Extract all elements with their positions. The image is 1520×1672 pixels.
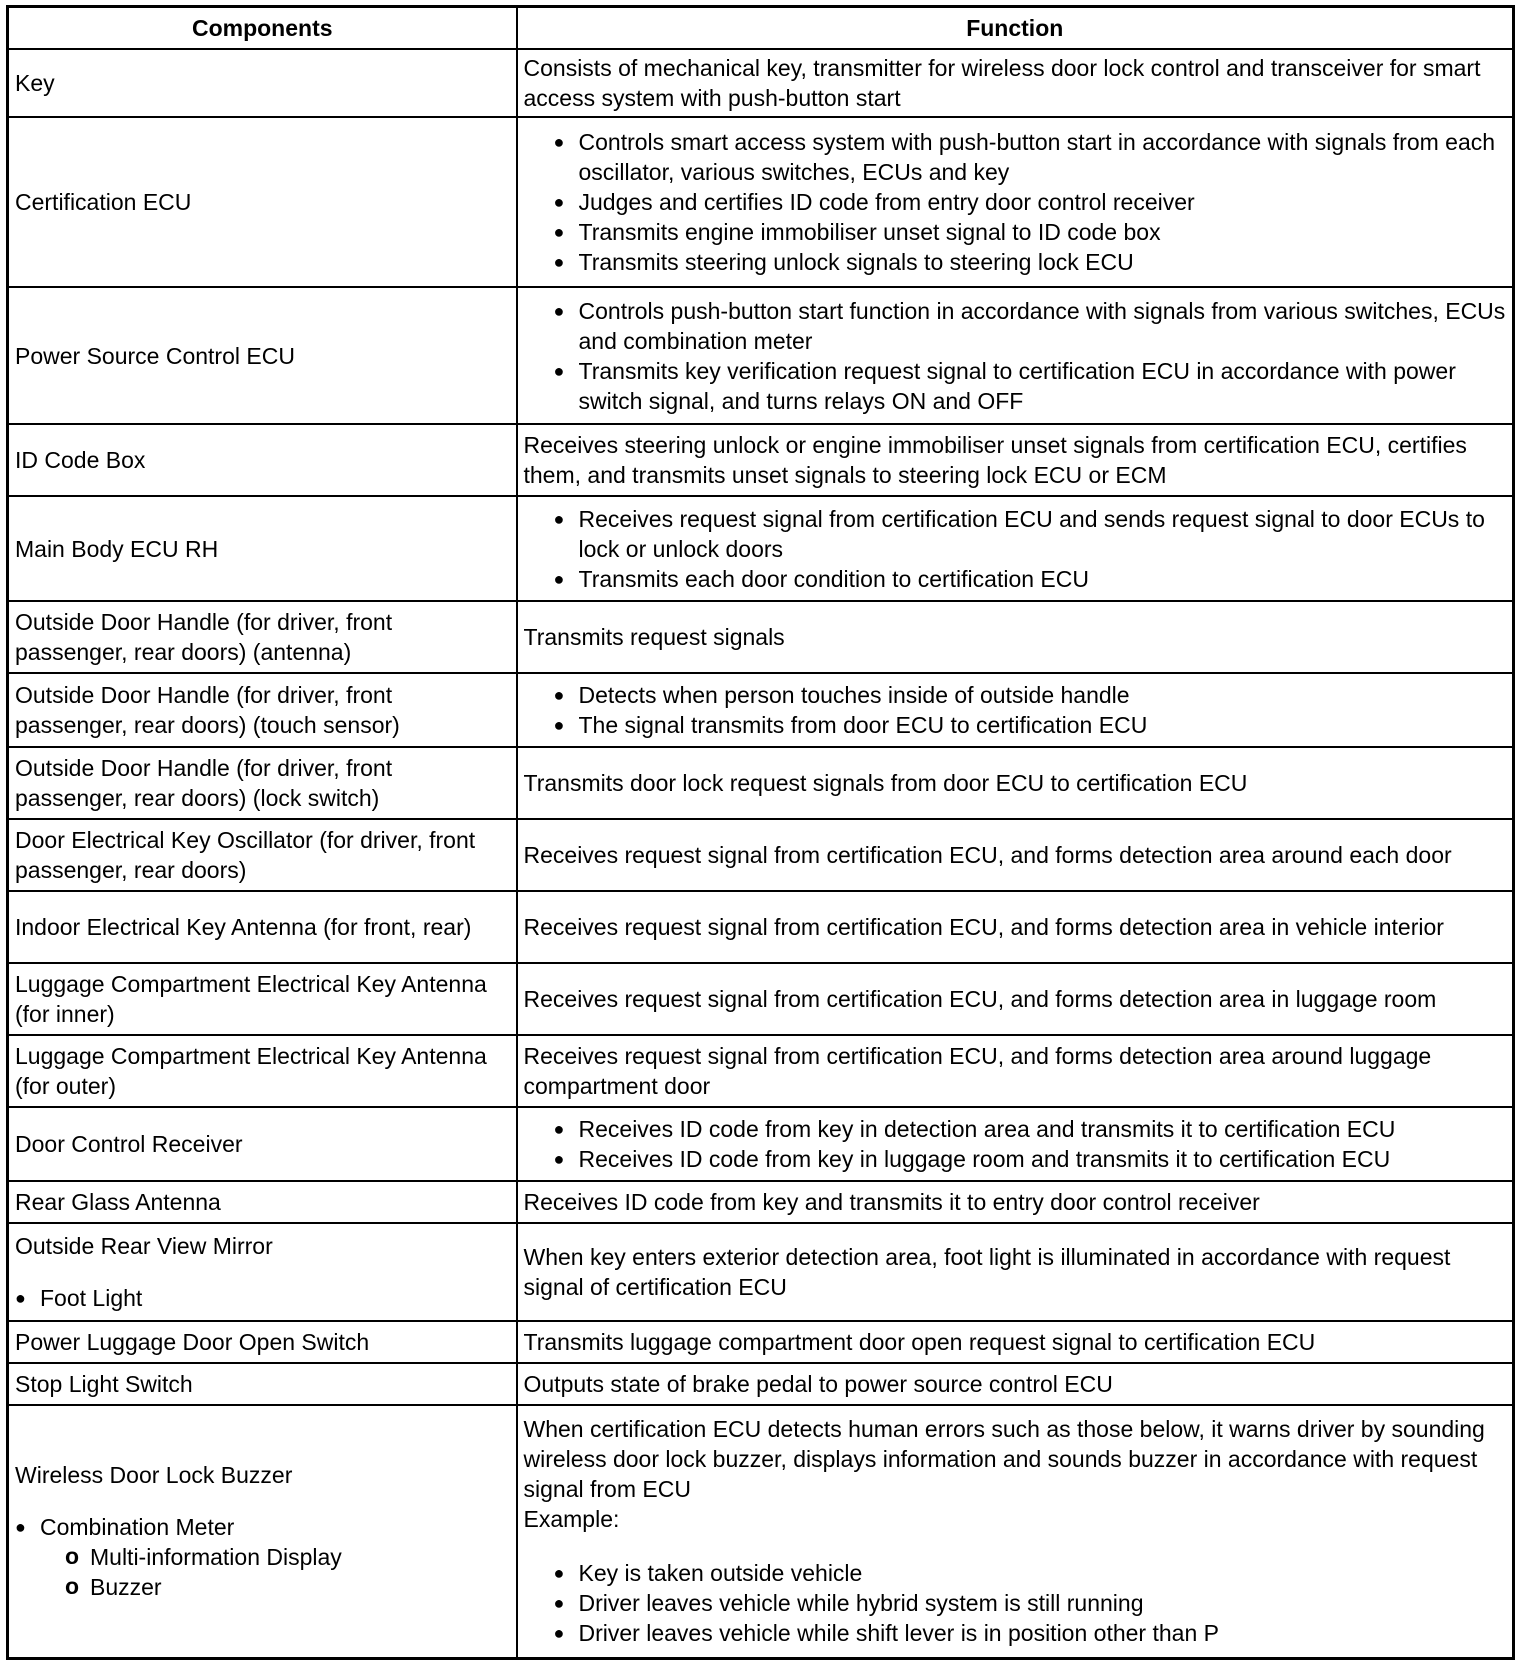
table-row	[8, 891, 1514, 963]
function-cell: Receives steering unlock or engine immobiliser unset signals from certification ECU, certifies them, and transmits unset signals to steering lock ECU or ECM	[517, 424, 1514, 496]
function-cell: Receives request signal from certification ECU, and forms detection area in luggage room	[517, 963, 1514, 1035]
spec-table-wrapper	[6, 5, 1512, 1660]
component-cell: Rear Glass Antenna	[8, 1181, 517, 1223]
component-sub-list	[15, 1512, 510, 1542]
function-cell	[517, 117, 1514, 287]
list-item: ● Transmits engine immobiliser unset signal to ID code box	[554, 217, 1507, 247]
table-row	[8, 287, 1514, 424]
list-item: ● Key is taken outside vehicle	[554, 1558, 1507, 1588]
component-cell: Luggage Compartment Electrical Key Antenna (for inner)	[8, 963, 517, 1035]
list-item: ● Receives request signal from certification ECU and sends request signal to door ECUs to lock or unlock doors	[554, 504, 1507, 564]
list-item	[15, 1512, 510, 1542]
function-cell: Receives ID code from key and transmits it to entry door control receiver	[517, 1181, 1514, 1223]
table-row	[8, 747, 1514, 819]
table-row	[8, 1181, 1514, 1223]
component-cell: Indoor Electrical Key Antenna (for front, rear)	[8, 891, 517, 963]
table-row	[8, 117, 1514, 287]
component-cell: Outside Door Handle (for driver, front passenger, rear doors) (lock switch)	[8, 747, 517, 819]
function-cell: When key enters exterior detection area, foot light is illuminated in accordance with request signal of certification ECU	[517, 1223, 1514, 1321]
list-item: ● Driver leaves vehicle while hybrid system is still running	[554, 1588, 1507, 1618]
list-item: ● Foot Light	[15, 1283, 510, 1313]
table-row	[8, 424, 1514, 496]
component-title: Outside Rear View Mirror	[15, 1233, 273, 1259]
list-item: ● Judges and certifies ID code from entry door control receiver	[554, 187, 1507, 217]
component-cell: Outside Door Handle (for driver, front passenger, rear doors) (touch sensor)	[8, 673, 517, 747]
function-cell	[517, 1405, 1514, 1658]
function-bullet-list	[524, 1114, 1507, 1174]
table-row	[8, 673, 1514, 747]
component-cell: Luggage Compartment Electrical Key Antenna (for outer)	[8, 1035, 517, 1107]
list-item: ● Transmits key verification request signal to certification ECU in accordance with power switch signal, and turns relays ON and OFF	[554, 356, 1507, 416]
table-row	[8, 49, 1514, 117]
component-cell: Certification ECU	[8, 117, 517, 287]
list-item: ● Transmits each door condition to certification ECU	[554, 564, 1507, 594]
function-cell: Transmits luggage compartment door open request signal to certification ECU	[517, 1321, 1514, 1363]
list-item: ● Detects when person touches inside of outside handle	[554, 680, 1507, 710]
table-row	[8, 1363, 1514, 1405]
table-row	[8, 1223, 1514, 1321]
component-cell: Power Luggage Door Open Switch	[8, 1321, 517, 1363]
function-bullet-list	[524, 296, 1507, 416]
table-row	[8, 1405, 1514, 1658]
table-row	[8, 601, 1514, 673]
list-item: ● Receives ID code from key in detection area and transmits it to certification ECU	[554, 1114, 1507, 1144]
example-label: Example:	[523, 1506, 620, 1533]
list-item: o Buzzer	[65, 1572, 510, 1602]
list-item: ● Driver leaves vehicle while shift lever is in position other than P	[554, 1618, 1507, 1648]
list-item: o Multi-information Display	[65, 1542, 510, 1572]
function-bullet-list	[524, 127, 1507, 277]
function-cell	[517, 1107, 1514, 1181]
component-cell: Stop Light Switch	[8, 1363, 517, 1405]
table-row	[8, 496, 1514, 601]
list-item: ● The signal transmits from door ECU to certification ECU	[554, 710, 1507, 740]
component-cell: Key	[8, 49, 517, 117]
component-cell: ID Code Box	[8, 424, 517, 496]
function-cell	[517, 496, 1514, 601]
table-row	[8, 1321, 1514, 1363]
table-row	[8, 963, 1514, 1035]
header-components: Components	[8, 7, 517, 50]
component-cell: Door Electrical Key Oscillator (for driver, front passenger, rear doors)	[8, 819, 517, 891]
component-cell: Power Source Control ECU	[8, 287, 517, 424]
function-cell: Consists of mechanical key, transmitter for wireless door lock control and transceiver for smart access system with push-button start	[517, 49, 1514, 117]
function-cell	[517, 287, 1514, 424]
function-bullet-list	[524, 680, 1507, 740]
function-cell: Transmits door lock request signals from door ECU to certification ECU	[517, 747, 1514, 819]
list-item: ● Controls push-button start function in accordance with signals from various switches, ECUs and combination meter	[554, 296, 1507, 356]
function-bullet-list	[524, 1558, 1507, 1648]
header-row	[8, 7, 1514, 50]
component-title: Wireless Door Lock Buzzer	[15, 1462, 293, 1489]
components-function-table	[6, 5, 1515, 1660]
function-cell: Receives request signal from certification ECU, and forms detection area around each door	[517, 819, 1514, 891]
component-cell	[8, 1223, 517, 1321]
function-cell: Receives request signal from certification ECU, and forms detection area in vehicle interior	[517, 891, 1514, 963]
table-row	[8, 1107, 1514, 1181]
list-item: ● Controls smart access system with push-button start in accordance with signals from each oscillator, various switches, ECUs and key	[554, 127, 1507, 187]
component-cell: Outside Door Handle (for driver, front passenger, rear doors) (antenna)	[8, 601, 517, 673]
component-sub-sub-list	[15, 1542, 510, 1602]
table-row	[8, 819, 1514, 891]
header-function: Function	[517, 7, 1514, 50]
table-row	[8, 1035, 1514, 1107]
component-cell: Main Body ECU RH	[8, 496, 517, 601]
list-item: ● Transmits steering unlock signals to steering lock ECU	[554, 247, 1507, 277]
function-cell	[517, 673, 1514, 747]
function-text: When certification ECU detects human errors such as those below, it warns driver by sounding wireless door lock buzzer, displays information and sounds buzzer in accordance with request signal from ECU	[523, 1416, 1485, 1503]
function-cell: Transmits request signals	[517, 601, 1514, 673]
list-item: ● Receives ID code from key in luggage room and transmits it to certification ECU	[554, 1144, 1507, 1174]
function-cell: Outputs state of brake pedal to power source control ECU	[517, 1363, 1514, 1405]
function-bullet-list	[524, 504, 1507, 594]
component-sub-label: Combination Meter	[40, 1514, 235, 1541]
component-sub-list	[15, 1283, 510, 1313]
component-cell	[8, 1405, 517, 1658]
function-cell: Receives request signal from certification ECU, and forms detection area around luggage compartment door	[517, 1035, 1514, 1107]
component-cell: Door Control Receiver	[8, 1107, 517, 1181]
